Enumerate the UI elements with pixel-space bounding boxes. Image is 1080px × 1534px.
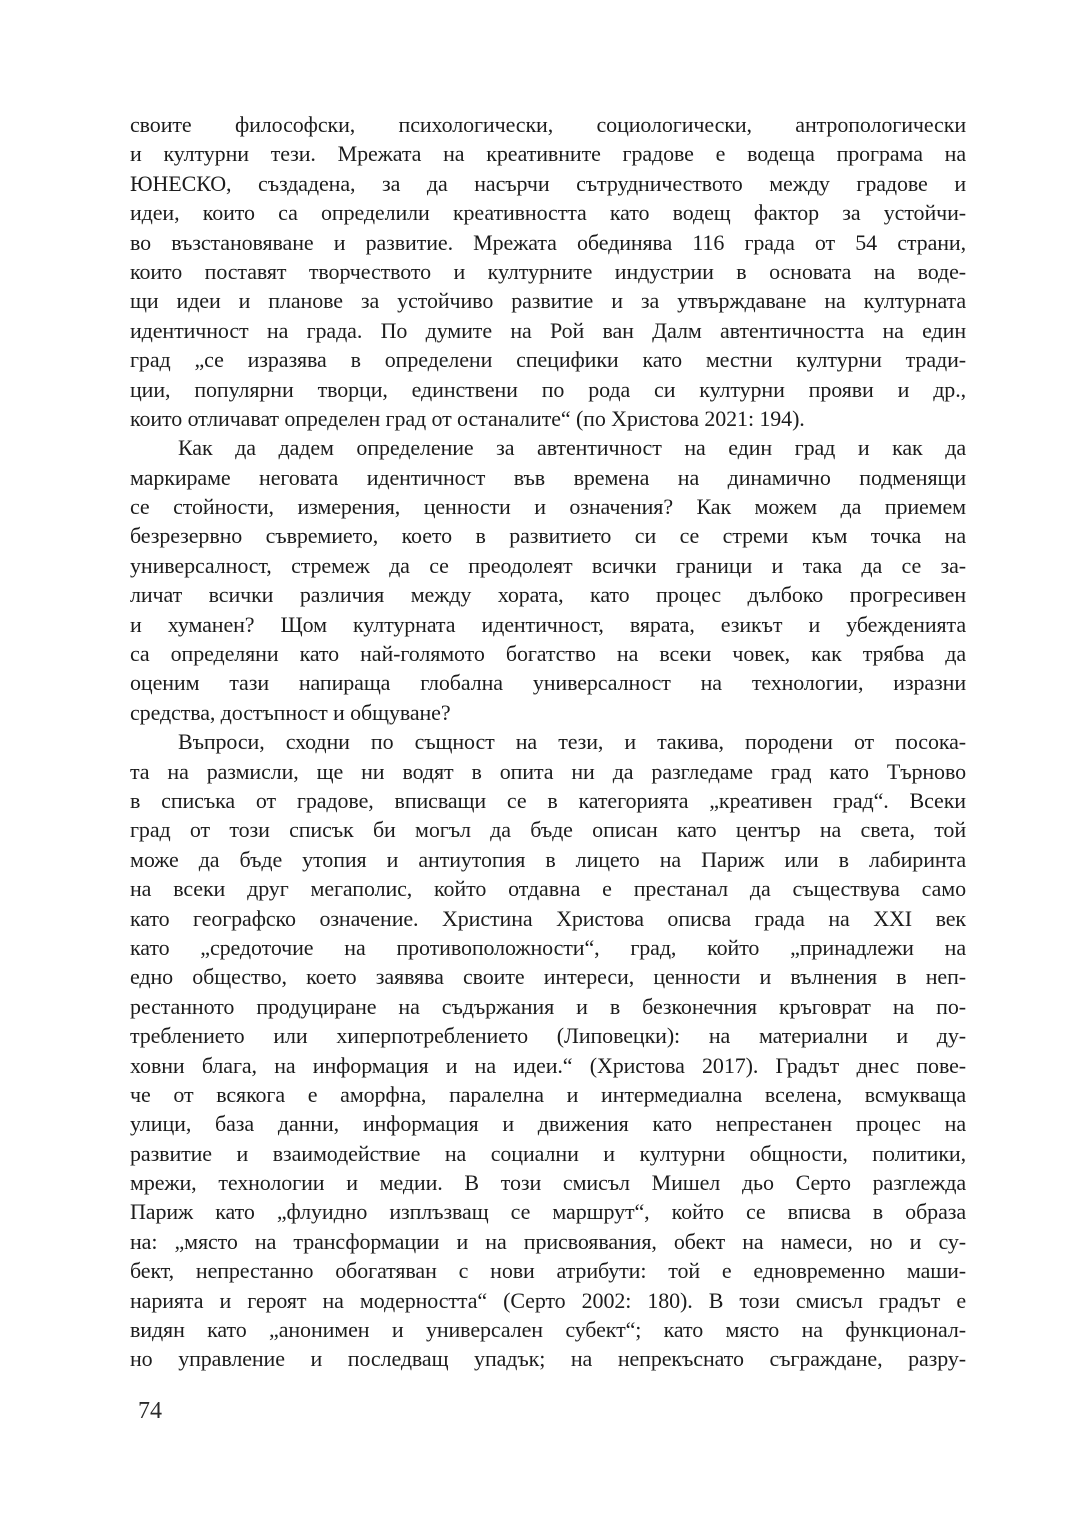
text-line: ховни блага, на информация и на идеи.“ (Христова 2017). Градът днес пове- <box>130 1052 966 1078</box>
text-line: Париж като „флуидно изплъзващ се маршрут“, който се вписва в образа <box>130 1199 966 1225</box>
text-line: които отличават определен град от останалите“ (по Христова 2021: 194). <box>130 405 805 431</box>
text-line: идеи, които са определили креативността като водещ фактор за устойчи- <box>130 200 966 226</box>
text-line: са определяни като най-голямото богатство на всеки човек, как трябва да <box>130 641 966 667</box>
text-line: треблението или хиперпотреблението (Липовецки): на материални и ду- <box>130 1023 966 1049</box>
text-line: маркираме неговата идентичност във времена на динамично подменящи <box>130 464 966 490</box>
text-line: видян като „анонимен и универсален субект“; като място на функционал- <box>130 1317 966 1343</box>
text-line: Въпроси, сходни по същност на тези, и такива, породени от посока- <box>178 729 966 755</box>
text-line: които поставят творчеството и културните индустрии в основата на воде- <box>130 258 966 284</box>
text-line: оценим тази напираща глобална универсалност на технологии, изразни <box>130 670 966 696</box>
text-line: на всеки друг мегаполис, който отдавна е престанал да съществува само <box>130 876 966 902</box>
text-line: своите философски, психологически, социологически, антропологически <box>130 112 966 137</box>
text-line: едно общество, което заявява своите интереси, ценности и вълнения в неп- <box>130 964 966 990</box>
text-line: може да бъде утопия и антиутопия в лицето на Париж или в лабиринта <box>130 846 966 872</box>
text-line: универсалност, стремеж да се преодолеят всички граници и така да се за- <box>130 552 966 578</box>
text-line: ЮНЕСКО, създадена, за да насърчи сътрудничеството между градове и <box>130 170 966 196</box>
text-line: и хуманен? Щом културната идентичност, вярата, езикът и убежденията <box>130 611 966 637</box>
text-line: во възстановяване и развитие. Мрежата обединява 116 града от 54 страни, <box>130 229 966 255</box>
text-line: средства, достъпност и общуване? <box>130 699 451 725</box>
text-line: развитие и взаимодействие на социални и културни общности, политики, <box>130 1140 966 1166</box>
text-line: но управление и последващ упадък; на непрекъснато съграждане, разру- <box>130 1346 966 1372</box>
paragraph <box>130 110 966 433</box>
text-line: като географско означение. Христина Христова описва града на XXI век <box>130 905 966 931</box>
paragraph <box>130 433 966 727</box>
text-line: личат всички различия между хората, като процес дълбоко прогресивен <box>130 582 966 608</box>
text-line: нарията и героят на модерността“ (Серто 2002: 180). В този смисъл градът е <box>130 1287 966 1313</box>
text-line: град от този списък би могъл да бъде описан като център на света, той <box>130 817 966 843</box>
text-line: рестанното продуциране на съдържания и в безконечния кръговрат на по- <box>130 993 966 1019</box>
page-number: 74 <box>138 1398 162 1424</box>
text-line: се стойности, измерения, ценности и означения? Как можем да приемем <box>130 494 966 520</box>
text-line: ции, популярни творци, единствени по рода си културни прояви и др., <box>130 376 966 402</box>
text-line: град „се изразява в определени специфики като местни културни тради- <box>130 347 966 373</box>
text-line: и културни тези. Мрежата на креативните градове е водеща програма на <box>130 141 966 167</box>
text-line: на: „място на трансформации и на присвоявания, обект на намеси, но и су- <box>130 1228 966 1254</box>
text-line: като „средоточие на противоположности“, град, който „принадлежи на <box>130 934 966 960</box>
text-line: та на размисли, ще ни водят в опита ни да разгледаме град като Търново <box>130 758 966 784</box>
text-line: щи идеи и планове за устойчиво развитие и за утвърждаване на културната <box>130 288 966 314</box>
text-block <box>130 110 966 1374</box>
text-line: улици, база данни, информация и движения като непрестанен процес на <box>130 1111 966 1137</box>
text-line: безрезервно съвремието, което в развитието си се стреми към точка на <box>130 523 966 549</box>
paragraph <box>130 727 966 1374</box>
text-line: Как да дадем определение за автентичност на един град и как да <box>178 435 966 461</box>
text-line: в списъка от градове, вписващи се в категорията „креативен град“. Всеки <box>130 787 966 813</box>
text-line: бект, непрестанно обогатяван с нови атрибути: той е едновременно маши- <box>130 1258 966 1284</box>
text-line: идентичност на града. По думите на Рой ван Далм автентичността на един <box>130 317 966 343</box>
text-line: мрежи, технологии и медии. В този смисъл Мишел дьо Серто разглежда <box>130 1170 966 1196</box>
text-line: че от всякога е аморфна, паралелна и интермедиална вселена, всмукваща <box>130 1081 966 1107</box>
